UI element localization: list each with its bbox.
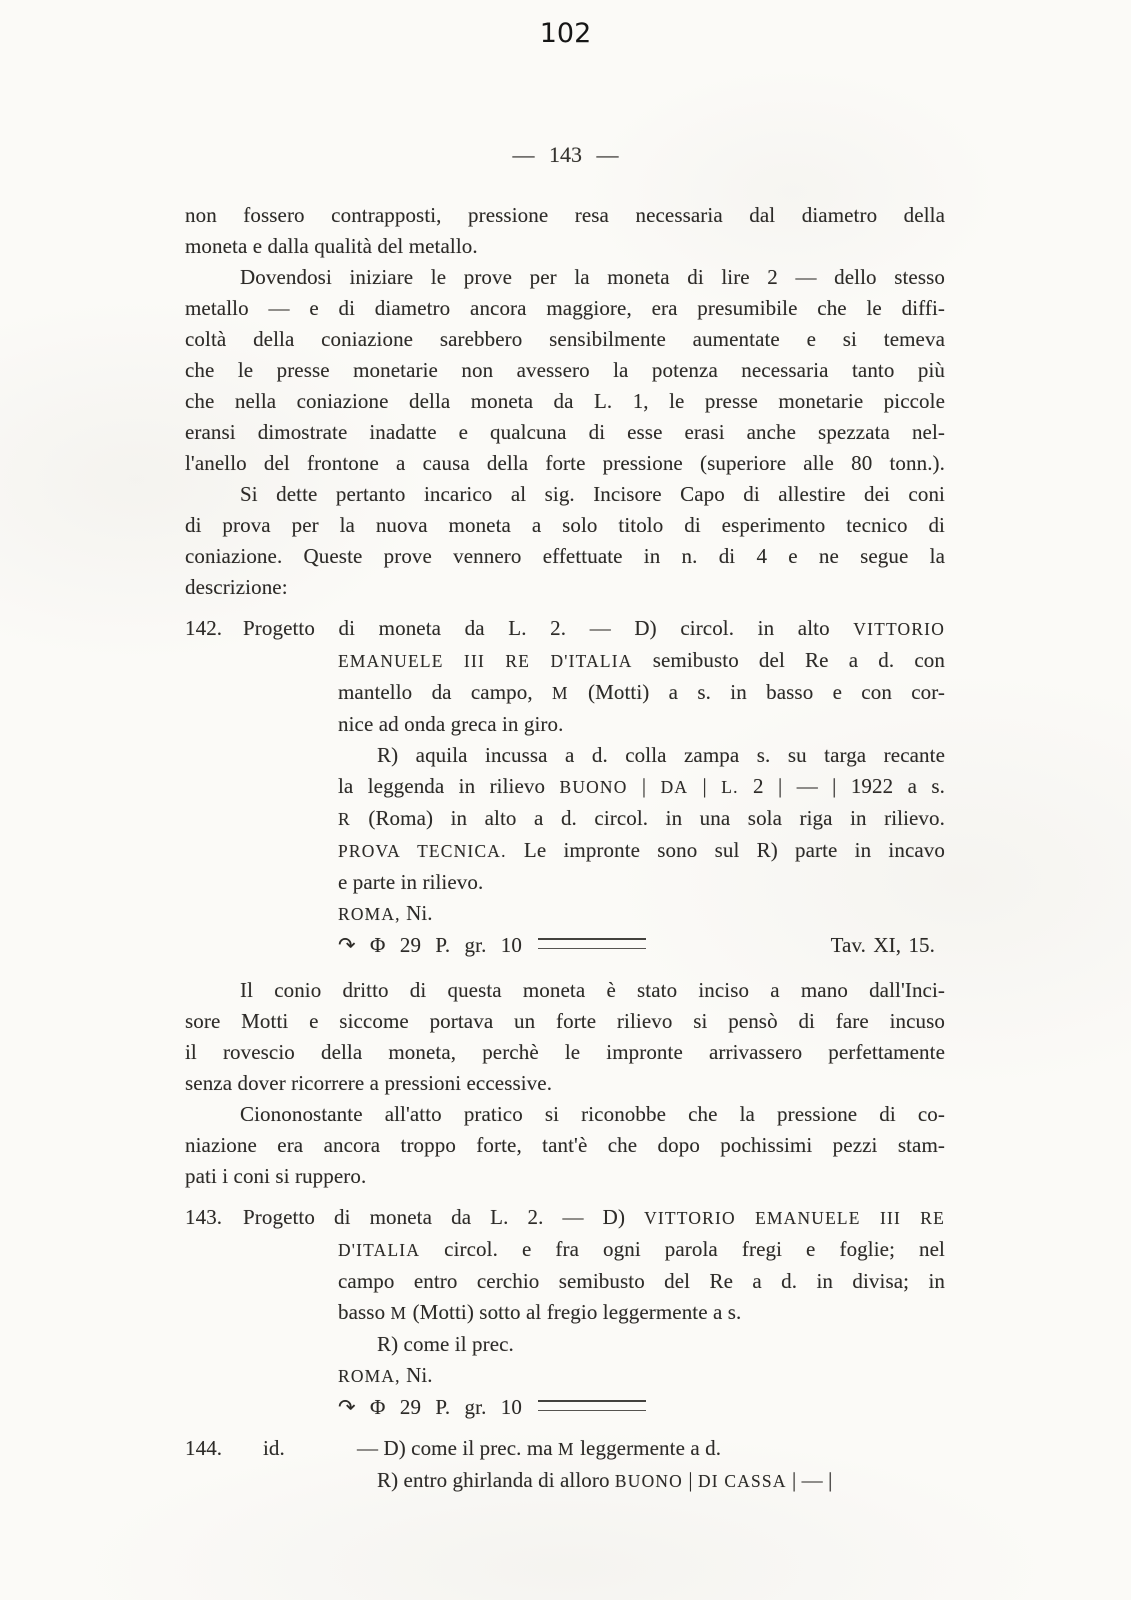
text-segment: sore Motti e siccome portava un forte rilievo si pensò di fare incuso [185, 1009, 945, 1033]
text-segment: Dovendosi iniziare le prove per la moneta di lire 2 — dello stesso [240, 265, 945, 289]
paragraph [185, 975, 945, 1099]
text-segment: metallo — e di diametro ancora maggiore, era presumibile che le diffi- [185, 296, 945, 320]
text-segment: campo entro cerchio semibusto del Re a d. in divisa; in [338, 1269, 945, 1293]
text-segment: 2 | — | 1922 a s. [738, 774, 946, 798]
small-caps-text: EMANUELE III RE D'ITALIA [338, 651, 633, 671]
text-segment: R) entro ghirlanda di alloro [377, 1468, 615, 1492]
text-segment: semibusto del Re a d. con [632, 648, 945, 672]
page-number: 102 [539, 18, 592, 49]
catalog-entry [185, 613, 945, 961]
text-line [185, 771, 945, 803]
text-segment: coltà della coniazione sarebbero sensibilmente aumentate e si temeva [185, 327, 945, 351]
text-line [185, 231, 945, 262]
text-segment: Progetto di moneta da L. 2. — D) circol. in alto [243, 616, 854, 640]
small-caps-text: D'ITALIA [338, 1240, 421, 1260]
text-line [185, 867, 945, 898]
small-caps-text: ROMA, [338, 1366, 401, 1386]
text-segment: | [627, 774, 661, 798]
text-segment: ↷ Φ 29 P. gr. 10 [338, 933, 522, 957]
blank-rule [538, 938, 646, 949]
small-caps-text: BUONO [559, 777, 628, 797]
text-line [185, 1099, 945, 1130]
section-heading: — 143 — [512, 142, 619, 167]
text-segment: mantello da campo, [338, 680, 553, 704]
text-segment: Ni. [400, 901, 433, 925]
text-segment: | [688, 774, 722, 798]
text-segment: basso [338, 1300, 391, 1324]
small-caps-text: DA [660, 777, 689, 797]
text-segment: la leggenda in rilievo [338, 774, 560, 798]
text-segment: R) come il prec. [377, 1332, 514, 1356]
text-line [185, 293, 945, 324]
text-line [185, 930, 945, 961]
text-line [185, 709, 945, 740]
text-line [185, 1068, 945, 1099]
entry-number: 144. [185, 1436, 223, 1460]
entry-id-label: id. [263, 1436, 285, 1460]
text-line [185, 1006, 945, 1037]
text-line [185, 1037, 945, 1068]
text-segment: che le presse monetarie non avessero la potenza necessaria tanto più [185, 358, 945, 382]
text-segment: che nella coniazione della moneta da L. 1, le presse monetarie piccole [185, 389, 945, 413]
text-segment: (Motti) sotto al fregio leggermente a s. [407, 1300, 742, 1324]
text-line [185, 262, 945, 293]
text-segment: non fossero contrapposti, pressione resa necessaria dal diametro della [185, 203, 945, 227]
text-line [185, 1329, 945, 1360]
small-caps-text: M [552, 683, 569, 703]
text-line [185, 541, 945, 572]
text-segment: coniazione. Queste prove vennero effettuate in n. di 4 e ne segue la [185, 544, 945, 568]
small-caps-text: ROMA, [338, 904, 401, 924]
text-line [185, 975, 945, 1006]
paragraph [185, 262, 945, 479]
text-segment: Si dette pertanto incarico al sig. Incisore Capo di allestire dei coni [240, 482, 945, 506]
text-segment: il rovescio della moneta, perchè le impronte arrivassero perfettamente [185, 1040, 945, 1064]
catalog-entry [185, 1433, 945, 1497]
text-line [185, 355, 945, 386]
text-line [185, 677, 945, 709]
small-caps-text: M [558, 1439, 575, 1459]
paragraph [185, 200, 945, 262]
text-segment: l'anello del frontone a causa della forte pressione (superiore alle 80 tonn.). [185, 451, 945, 475]
text-flow [185, 200, 945, 1497]
small-caps-text: M [390, 1303, 408, 1323]
text-line [185, 386, 945, 417]
text-line [185, 510, 945, 541]
text-line [185, 1360, 945, 1392]
text-segment: — D) come il prec. ma [357, 1436, 559, 1460]
text-line [185, 200, 945, 231]
text-line [185, 1266, 945, 1297]
text-segment: nice ad onda greca in giro. [338, 712, 564, 736]
text-line [185, 1433, 945, 1465]
text-segment: eransi dimostrate inadatte e qualcuna di esse erasi anche spezzata nel- [185, 420, 945, 444]
text-line [185, 1297, 945, 1329]
text-line [185, 1392, 945, 1423]
text-segment: (Roma) in alto a d. circol. in una sola riga in rilievo. [350, 806, 945, 830]
text-segment: Progetto di moneta da L. 2. — D) [243, 1205, 645, 1229]
text-segment: Ciononostante all'atto pratico si riconobbe che la pressione di co- [240, 1102, 945, 1126]
text-segment: | [682, 1468, 698, 1492]
text-segment: moneta e dalla qualità del metallo. [185, 234, 478, 258]
text-segment: pati i coni si ruppero. [185, 1164, 367, 1188]
blank-rule [538, 1400, 646, 1411]
text-segment: senza dover ricorrere a pressioni eccessive. [185, 1071, 553, 1095]
text-segment: e parte in rilievo. [338, 870, 484, 894]
text-segment: di prova per la nuova moneta a solo titolo di esperimento tecnico di [185, 513, 945, 537]
text-line [185, 613, 945, 645]
text-line [185, 645, 945, 677]
text-segment: leggermente a d. [574, 1436, 722, 1460]
text-segment: (Motti) a s. in basso e con cor- [568, 680, 946, 704]
text-segment: ↷ Φ 29 P. gr. 10 [338, 1395, 522, 1419]
text-line [185, 740, 945, 771]
small-caps-text: VITTORIO [853, 619, 945, 639]
text-line [185, 572, 945, 603]
small-caps-text: PROVA TECNICA. [338, 841, 507, 861]
text-segment: Ni. [400, 1363, 433, 1387]
small-caps-text: DI CASSA [697, 1471, 787, 1491]
text-segment: Il conio dritto di questa moneta è stato inciso a mano dall'Inci- [240, 978, 945, 1002]
text-segment: Le impronte sono sul R) parte in incavo [506, 838, 946, 862]
small-caps-text: L. [721, 777, 739, 797]
catalog-entry [185, 1202, 945, 1423]
entry-number: 143. [185, 1205, 223, 1229]
small-caps-text: BUONO [614, 1471, 683, 1491]
text-line [185, 1161, 945, 1192]
text-segment: descrizione: [185, 575, 288, 599]
paragraph [185, 479, 945, 603]
text-segment: niazione era ancora troppo forte, tant'è che dopo pochissimi pezzi stam- [185, 1133, 945, 1157]
text-segment: circol. e fra ogni parola fregi e foglie; nel [420, 1237, 945, 1261]
small-caps-text: R [338, 809, 351, 829]
entry-number: 142. [185, 616, 223, 640]
text-line [185, 1130, 945, 1161]
text-line [185, 479, 945, 510]
text-line [185, 324, 945, 355]
plate-reference: Tav. XI, 15. [830, 933, 935, 957]
text-line [185, 1465, 945, 1497]
text-line [185, 803, 945, 835]
text-line [185, 835, 945, 867]
text-segment: | — | [786, 1468, 833, 1492]
text-segment: R) aquila incussa a d. colla zampa s. su targa recante [377, 743, 945, 767]
text-line [185, 1234, 945, 1266]
small-caps-text: VITTORIO EMANUELE III RE [644, 1208, 945, 1228]
paragraph [185, 1099, 945, 1192]
text-line [185, 448, 945, 479]
text-line [185, 1202, 945, 1234]
text-line [185, 898, 945, 930]
text-line [185, 417, 945, 448]
